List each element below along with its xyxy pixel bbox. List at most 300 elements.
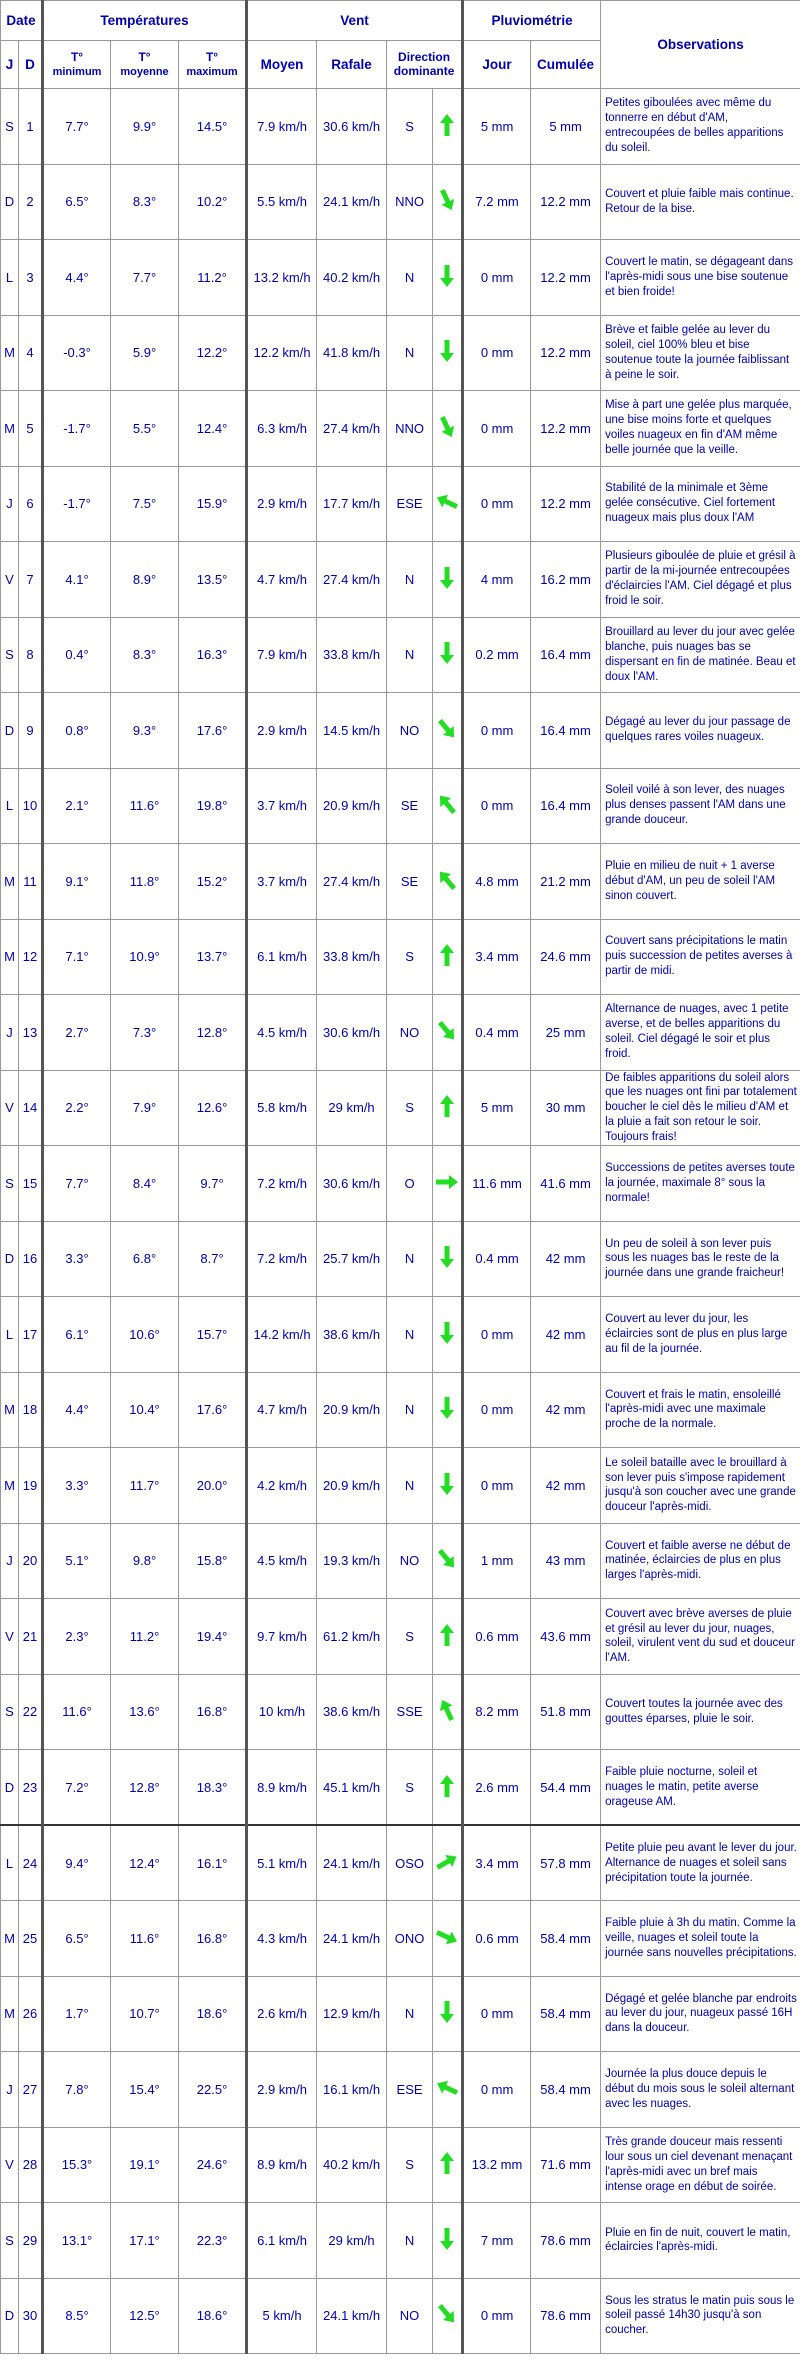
wind-arrow: [433, 2127, 463, 2203]
temp-max: 8.7°: [179, 1221, 247, 1297]
wind-mean: 14.2 km/h: [247, 1297, 317, 1373]
day-number: 1: [19, 89, 43, 165]
day-number: 17: [19, 1297, 43, 1373]
temp-min: 7.1°: [43, 919, 111, 995]
temp-min: -0.3°: [43, 315, 111, 391]
header-direction-line1: Direction: [398, 49, 451, 64]
temp-min: 13.1°: [43, 2203, 111, 2279]
temp-max: 22.5°: [179, 2052, 247, 2128]
wind-arrow: [433, 466, 463, 542]
observation: Brève et faible gelée au lever du soleil, ciel 100% bleu et bise soutenue toute la journée faiblissant à peine le soir.: [601, 315, 800, 391]
rain-day: 3.4 mm: [463, 1825, 531, 1901]
observation: Stabilité de la minimale et 3ème gelée consécutive. Ciel fortement nuageux mais plus doux l'AM: [601, 466, 800, 542]
header-observations: Observations: [601, 1, 800, 89]
rain-day: 0 mm: [463, 693, 531, 769]
temp-max: 11.2°: [179, 240, 247, 316]
wind-mean: 13.2 km/h: [247, 240, 317, 316]
table-row: [1, 466, 800, 542]
wind-direction: ESE: [387, 466, 433, 542]
temp-min: 6.5°: [43, 1901, 111, 1977]
wind-gust: 24.1 km/h: [317, 2278, 387, 2354]
wind-direction-arrow-icon: [434, 489, 460, 515]
wind-direction-arrow-icon: [434, 112, 460, 138]
day-letter: S: [1, 89, 19, 165]
day-letter: V: [1, 1070, 19, 1146]
header-vent: Vent: [247, 1, 463, 41]
day-number: 23: [19, 1750, 43, 1826]
wind-mean: 2.9 km/h: [247, 2052, 317, 2128]
observation: Mise à part une gelée plus marquée, une bise moins forte et quelques voiles nuageux en fin d'AM même belle journée que la veille.: [601, 391, 800, 467]
temp-mean: 10.4°: [111, 1372, 179, 1448]
wind-direction-arrow-icon: [434, 2301, 460, 2327]
wind-mean: 9.7 km/h: [247, 1599, 317, 1675]
wind-arrow: [433, 1372, 463, 1448]
temp-min: 11.6°: [43, 1674, 111, 1750]
wind-direction-arrow-icon: [434, 565, 460, 591]
wind-direction: S: [387, 89, 433, 165]
wind-mean: 8.9 km/h: [247, 2127, 317, 2203]
wind-direction: S: [387, 1070, 433, 1146]
observation: Dégagé et gelée blanche par endroits au lever du jour, nuageux passé 16H dans la douceur.: [601, 1976, 800, 2052]
wind-gust: 14.5 km/h: [317, 693, 387, 769]
wind-gust: 29 km/h: [317, 2203, 387, 2279]
wind-gust: 20.9 km/h: [317, 768, 387, 844]
rain-cumul: 24.6 mm: [531, 919, 601, 995]
wind-direction: N: [387, 315, 433, 391]
header-pluviometrie: Pluviométrie: [463, 1, 601, 41]
wind-arrow: [433, 995, 463, 1071]
observation: Le soleil bataille avec le brouillard à son lever puis s'impose rapidement jusqu'à son coucher avec une grande douceur l'après-midi.: [601, 1448, 800, 1524]
header-rain-day: Jour: [463, 41, 531, 89]
temp-mean: 7.5°: [111, 466, 179, 542]
rain-cumul: 42 mm: [531, 1448, 601, 1524]
wind-direction-arrow-icon: [434, 2075, 460, 2101]
temp-min: 2.3°: [43, 1599, 111, 1675]
wind-direction: NNO: [387, 391, 433, 467]
table-row: [1, 240, 800, 316]
observation: Couvert et frais le matin, ensoleillé l'après-midi avec une maximale proche de la normale.: [601, 1372, 800, 1448]
observation: Sous les stratus le matin puis sous le soleil passé 14h30 jusqu'à son coucher.: [601, 2278, 800, 2354]
rain-day: 0 mm: [463, 1372, 531, 1448]
temp-max: 13.5°: [179, 542, 247, 618]
wind-arrow: [433, 1523, 463, 1599]
temp-min: 3.3°: [43, 1448, 111, 1524]
temp-mean: 13.6°: [111, 1674, 179, 1750]
observation: Couvert sans précipitations le matin puis succession de petites averses à partir de midi.: [601, 919, 800, 995]
day-number: 26: [19, 1976, 43, 2052]
rain-day: 7 mm: [463, 2203, 531, 2279]
temp-max: 16.3°: [179, 617, 247, 693]
day-letter: L: [1, 1825, 19, 1901]
rain-day: 0 mm: [463, 391, 531, 467]
table-row: [1, 89, 800, 165]
wind-arrow: [433, 1221, 463, 1297]
temp-max: 15.2°: [179, 844, 247, 920]
table-row: [1, 1976, 800, 2052]
observation: Couvert au lever du jour, les éclaircies sont de plus en plus large au fil de la journée.: [601, 1297, 800, 1373]
wind-gust: 24.1 km/h: [317, 164, 387, 240]
temp-min: 15.3°: [43, 2127, 111, 2203]
wind-mean: 4.5 km/h: [247, 1523, 317, 1599]
wind-direction-arrow-icon: [434, 1773, 460, 1799]
temp-mean: 11.7°: [111, 1448, 179, 1524]
temp-mean: 9.3°: [111, 693, 179, 769]
rain-cumul: 71.6 mm: [531, 2127, 601, 2203]
temp-mean: 10.9°: [111, 919, 179, 995]
wind-direction: S: [387, 1599, 433, 1675]
observation: Dégagé au lever du jour passage de quelques rares voiles nuageux.: [601, 693, 800, 769]
temp-min: 6.5°: [43, 164, 111, 240]
observation: Très grande douceur mais ressenti lour sous un ciel devenant menaçant l'après-midi avec un bref mais intense orage en début de soirée.: [601, 2127, 800, 2203]
wind-arrow: [433, 240, 463, 316]
temp-mean: 7.9°: [111, 1070, 179, 1146]
table-row: [1, 1448, 800, 1524]
header-tmin-line2: minimum: [52, 65, 102, 78]
rain-day: 0 mm: [463, 2278, 531, 2354]
day-letter: M: [1, 919, 19, 995]
wind-arrow: [433, 1599, 463, 1675]
wind-arrow: [433, 617, 463, 693]
rain-cumul: 57.8 mm: [531, 1825, 601, 1901]
rain-day: 0.6 mm: [463, 1599, 531, 1675]
temp-mean: 19.1°: [111, 2127, 179, 2203]
wind-mean: 4.5 km/h: [247, 995, 317, 1071]
temp-min: 9.1°: [43, 844, 111, 920]
header-date: Date: [1, 1, 43, 41]
wind-gust: 30.6 km/h: [317, 995, 387, 1071]
temp-max: 10.2°: [179, 164, 247, 240]
wind-direction: NNO: [387, 164, 433, 240]
wind-direction-arrow-icon: [434, 867, 460, 893]
observation: Brouillard au lever du jour avec gelée blanche, puis nuages bas se dispersant en fin de matinée. Beau et doux l'AM.: [601, 617, 800, 693]
wind-direction: N: [387, 1372, 433, 1448]
wind-direction-arrow-icon: [434, 716, 460, 742]
temp-mean: 11.8°: [111, 844, 179, 920]
wind-arrow: [433, 1750, 463, 1826]
rain-day: 0.6 mm: [463, 1901, 531, 1977]
rain-day: 3.4 mm: [463, 919, 531, 995]
wind-gust: 45.1 km/h: [317, 1750, 387, 1826]
table-row: [1, 768, 800, 844]
rain-cumul: 58.4 mm: [531, 2052, 601, 2128]
temp-mean: 12.4°: [111, 1825, 179, 1901]
header-tmax-line1: T°: [205, 49, 219, 64]
day-number: 29: [19, 2203, 43, 2279]
temp-max: 17.6°: [179, 1372, 247, 1448]
day-letter: L: [1, 240, 19, 316]
day-letter: D: [1, 693, 19, 769]
table-row: [1, 542, 800, 618]
day-number: 4: [19, 315, 43, 391]
day-number: 25: [19, 1901, 43, 1977]
temp-min: 2.7°: [43, 995, 111, 1071]
wind-gust: 40.2 km/h: [317, 2127, 387, 2203]
wind-gust: 38.6 km/h: [317, 1297, 387, 1373]
temp-min: 7.7°: [43, 1146, 111, 1222]
temp-mean: 7.3°: [111, 995, 179, 1071]
wind-arrow: [433, 2052, 463, 2128]
temp-max: 16.8°: [179, 1901, 247, 1977]
wind-direction-arrow-icon: [434, 1697, 460, 1723]
temp-min: 5.1°: [43, 1523, 111, 1599]
observation: Couvert avec brève averses de pluie et grésil au lever du jour, nuages, soleil, virulent vent du sud et douceur l'AM.: [601, 1599, 800, 1675]
rain-day: 0 mm: [463, 240, 531, 316]
header-day-number: D: [19, 41, 43, 89]
observation: Couvert toutes la journée avec des gouttes éparses, pluie le soir.: [601, 1674, 800, 1750]
rain-day: 0.2 mm: [463, 617, 531, 693]
day-number: 30: [19, 2278, 43, 2354]
wind-direction: S: [387, 1750, 433, 1826]
table-row: [1, 391, 800, 467]
table-row: [1, 2203, 800, 2279]
wind-mean: 7.9 km/h: [247, 89, 317, 165]
day-letter: J: [1, 995, 19, 1071]
temp-min: 4.4°: [43, 240, 111, 316]
temp-mean: 8.3°: [111, 617, 179, 693]
day-letter: M: [1, 1372, 19, 1448]
observation: Faible pluie nocturne, soleil et nuages le matin, petite averse orageuse AM.: [601, 1750, 800, 1826]
temp-mean: 5.9°: [111, 315, 179, 391]
observation: Plusieurs giboulée de pluie et grésil à partir de la mi-journée entrecoupées d'éclaircies l'AM. Ciel dégagé et plus froid le soir.: [601, 542, 800, 618]
rain-cumul: 42 mm: [531, 1221, 601, 1297]
wind-arrow: [433, 844, 463, 920]
wind-gust: 40.2 km/h: [317, 240, 387, 316]
temp-mean: 8.4°: [111, 1146, 179, 1222]
rain-cumul: 78.6 mm: [531, 2203, 601, 2279]
table-row: [1, 1070, 800, 1146]
temp-mean: 8.3°: [111, 164, 179, 240]
wind-mean: 4.3 km/h: [247, 1901, 317, 1977]
wind-direction: NO: [387, 1523, 433, 1599]
temp-min: -1.7°: [43, 391, 111, 467]
header-tmin-line1: T°: [70, 49, 84, 64]
observation: Couvert le matin, se dégageant dans l'après-midi sous une bise soutenue et bien froide!: [601, 240, 800, 316]
rain-day: 0.4 mm: [463, 1221, 531, 1297]
wind-direction-arrow-icon: [434, 1018, 460, 1044]
temp-max: 22.3°: [179, 2203, 247, 2279]
wind-gust: 12.9 km/h: [317, 1976, 387, 2052]
observation: Journée la plus douce depuis le début du mois sous le soleil alternant avec les nuages.: [601, 2052, 800, 2128]
day-letter: D: [1, 164, 19, 240]
rain-cumul: 16.2 mm: [531, 542, 601, 618]
temp-mean: 9.8°: [111, 1523, 179, 1599]
wind-arrow: [433, 693, 463, 769]
day-number: 27: [19, 2052, 43, 2128]
wind-gust: 24.1 km/h: [317, 1825, 387, 1901]
rain-day: 4.8 mm: [463, 844, 531, 920]
temp-mean: 11.6°: [111, 768, 179, 844]
wind-arrow: [433, 542, 463, 618]
rain-day: 0 mm: [463, 315, 531, 391]
rain-cumul: 30 mm: [531, 1070, 601, 1146]
rain-day: 13.2 mm: [463, 2127, 531, 2203]
rain-cumul: 58.4 mm: [531, 1976, 601, 2052]
wind-direction: NO: [387, 995, 433, 1071]
temp-max: 12.6°: [179, 1070, 247, 1146]
header-wind-mean: Moyen: [247, 41, 317, 89]
table-row: [1, 1599, 800, 1675]
rain-cumul: 16.4 mm: [531, 768, 601, 844]
wind-direction: NO: [387, 2278, 433, 2354]
wind-gust: 24.1 km/h: [317, 1901, 387, 1977]
rain-day: 1 mm: [463, 1523, 531, 1599]
wind-direction-arrow-icon: [434, 338, 460, 364]
wind-gust: 25.7 km/h: [317, 1221, 387, 1297]
temp-max: 13.7°: [179, 919, 247, 995]
header-tmoy-line1: T°: [138, 49, 151, 64]
day-letter: M: [1, 1976, 19, 2052]
wind-direction-arrow-icon: [434, 2226, 460, 2252]
day-letter: M: [1, 315, 19, 391]
wind-direction: N: [387, 542, 433, 618]
wind-direction-arrow-icon: [434, 1849, 460, 1875]
temp-max: 15.8°: [179, 1523, 247, 1599]
wind-gust: 27.4 km/h: [317, 542, 387, 618]
wind-gust: 38.6 km/h: [317, 1674, 387, 1750]
wind-mean: 5.8 km/h: [247, 1070, 317, 1146]
wind-arrow: [433, 2278, 463, 2354]
wind-gust: 30.6 km/h: [317, 89, 387, 165]
temp-mean: 10.7°: [111, 1976, 179, 2052]
day-letter: V: [1, 1599, 19, 1675]
rain-cumul: 12.2 mm: [531, 391, 601, 467]
table-row: [1, 2127, 800, 2203]
temp-min: 4.1°: [43, 542, 111, 618]
table-row: [1, 1523, 800, 1599]
day-number: 24: [19, 1825, 43, 1901]
wind-mean: 4.7 km/h: [247, 542, 317, 618]
wind-arrow: [433, 1297, 463, 1373]
wind-mean: 2.6 km/h: [247, 1976, 317, 2052]
wind-gust: 41.8 km/h: [317, 315, 387, 391]
observation: Successions de petites averses toute la journée, maximale 8° sous la normale!: [601, 1146, 800, 1222]
observation: Petite pluie peu avant le lever du jour. Alternance de nuages et soleil sans précipitation toute la journée.: [601, 1825, 800, 1901]
wind-direction: S: [387, 2127, 433, 2203]
header-day-letter: J: [1, 41, 19, 89]
day-number: 13: [19, 995, 43, 1071]
day-letter: D: [1, 1221, 19, 1297]
table-row: [1, 164, 800, 240]
observation: Faible pluie à 3h du matin. Comme la veille, nuages et soleil toute la journée sans nouvelles précipitations.: [601, 1901, 800, 1977]
day-letter: D: [1, 2278, 19, 2354]
day-letter: L: [1, 1297, 19, 1373]
wind-direction-arrow-icon: [434, 187, 460, 213]
day-letter: S: [1, 1146, 19, 1222]
day-letter: J: [1, 2052, 19, 2128]
wind-gust: 30.6 km/h: [317, 1146, 387, 1222]
wind-arrow: [433, 1448, 463, 1524]
wind-direction-arrow-icon: [434, 414, 460, 440]
day-number: 14: [19, 1070, 43, 1146]
table-row: [1, 844, 800, 920]
header-tmax: [179, 41, 247, 89]
wind-gust: 27.4 km/h: [317, 391, 387, 467]
wind-gust: 16.1 km/h: [317, 2052, 387, 2128]
observation: Soleil voilé à son lever, des nuages plus denses passent l'AM dans une grande douceur.: [601, 768, 800, 844]
wind-gust: 27.4 km/h: [317, 844, 387, 920]
wind-gust: 33.8 km/h: [317, 919, 387, 995]
wind-direction: N: [387, 1297, 433, 1373]
wind-gust: 19.3 km/h: [317, 1523, 387, 1599]
table-row: [1, 315, 800, 391]
wind-mean: 8.9 km/h: [247, 1750, 317, 1826]
rain-cumul: 5 mm: [531, 89, 601, 165]
rain-day: 0 mm: [463, 2052, 531, 2128]
wind-gust: 17.7 km/h: [317, 466, 387, 542]
temp-min: -1.7°: [43, 466, 111, 542]
rain-day: 0 mm: [463, 768, 531, 844]
wind-direction-arrow-icon: [434, 2150, 460, 2176]
header-tmin: [43, 41, 111, 89]
temp-min: 8.5°: [43, 2278, 111, 2354]
day-number: 28: [19, 2127, 43, 2203]
temp-max: 24.6°: [179, 2127, 247, 2203]
day-letter: J: [1, 1523, 19, 1599]
temp-max: 16.8°: [179, 1674, 247, 1750]
temp-mean: 5.5°: [111, 391, 179, 467]
wind-mean: 12.2 km/h: [247, 315, 317, 391]
header-wind-direction: [387, 41, 463, 89]
temp-min: 9.4°: [43, 1825, 111, 1901]
temp-max: 12.2°: [179, 315, 247, 391]
table-row: [1, 693, 800, 769]
rain-cumul: 12.2 mm: [531, 466, 601, 542]
day-letter: M: [1, 1448, 19, 1524]
rain-cumul: 12.2 mm: [531, 240, 601, 316]
wind-mean: 3.7 km/h: [247, 768, 317, 844]
rain-day: 2.6 mm: [463, 1750, 531, 1826]
wind-gust: 20.9 km/h: [317, 1448, 387, 1524]
wind-direction-arrow-icon: [434, 640, 460, 666]
rain-cumul: 58.4 mm: [531, 1901, 601, 1977]
observation: Pluie en fin de nuit, couvert le matin, éclaircies l'après-midi.: [601, 2203, 800, 2279]
rain-cumul: 21.2 mm: [531, 844, 601, 920]
temp-min: 6.1°: [43, 1297, 111, 1373]
wind-arrow: [433, 768, 463, 844]
table-row: [1, 995, 800, 1071]
temp-max: 15.9°: [179, 466, 247, 542]
temp-max: 18.6°: [179, 1976, 247, 2052]
observation: De faibles apparitions du soleil alors que les nuages ont fini par totalement boucher le ciel dès le milieu d'AM et la pluie a fait son retour le soir. Toujours frais!: [601, 1070, 800, 1146]
day-number: 19: [19, 1448, 43, 1524]
wind-mean: 6.1 km/h: [247, 919, 317, 995]
wind-arrow: [433, 89, 463, 165]
temp-mean: 8.9°: [111, 542, 179, 618]
temp-mean: 7.7°: [111, 240, 179, 316]
temp-max: 16.1°: [179, 1825, 247, 1901]
table-row: [1, 1750, 800, 1826]
observation: Alternance de nuages, avec 1 petite averse, et de belles apparitions du soleil. Ciel dégagé le soir et plus froid.: [601, 995, 800, 1071]
wind-direction-arrow-icon: [434, 263, 460, 289]
wind-arrow: [433, 315, 463, 391]
day-number: 3: [19, 240, 43, 316]
wind-gust: 61.2 km/h: [317, 1599, 387, 1675]
header-temperatures: Températures: [43, 1, 247, 41]
rain-cumul: 43.6 mm: [531, 1599, 601, 1675]
temp-min: 7.8°: [43, 2052, 111, 2128]
temp-max: 17.6°: [179, 693, 247, 769]
day-number: 12: [19, 919, 43, 995]
day-letter: S: [1, 2203, 19, 2279]
day-number: 7: [19, 542, 43, 618]
day-letter: S: [1, 617, 19, 693]
wind-direction-arrow-icon: [434, 1546, 460, 1572]
rain-cumul: 16.4 mm: [531, 617, 601, 693]
wind-arrow: [433, 2203, 463, 2279]
temp-mean: 11.6°: [111, 1901, 179, 1977]
weather-table-body: [1, 89, 800, 2354]
wind-direction: N: [387, 617, 433, 693]
